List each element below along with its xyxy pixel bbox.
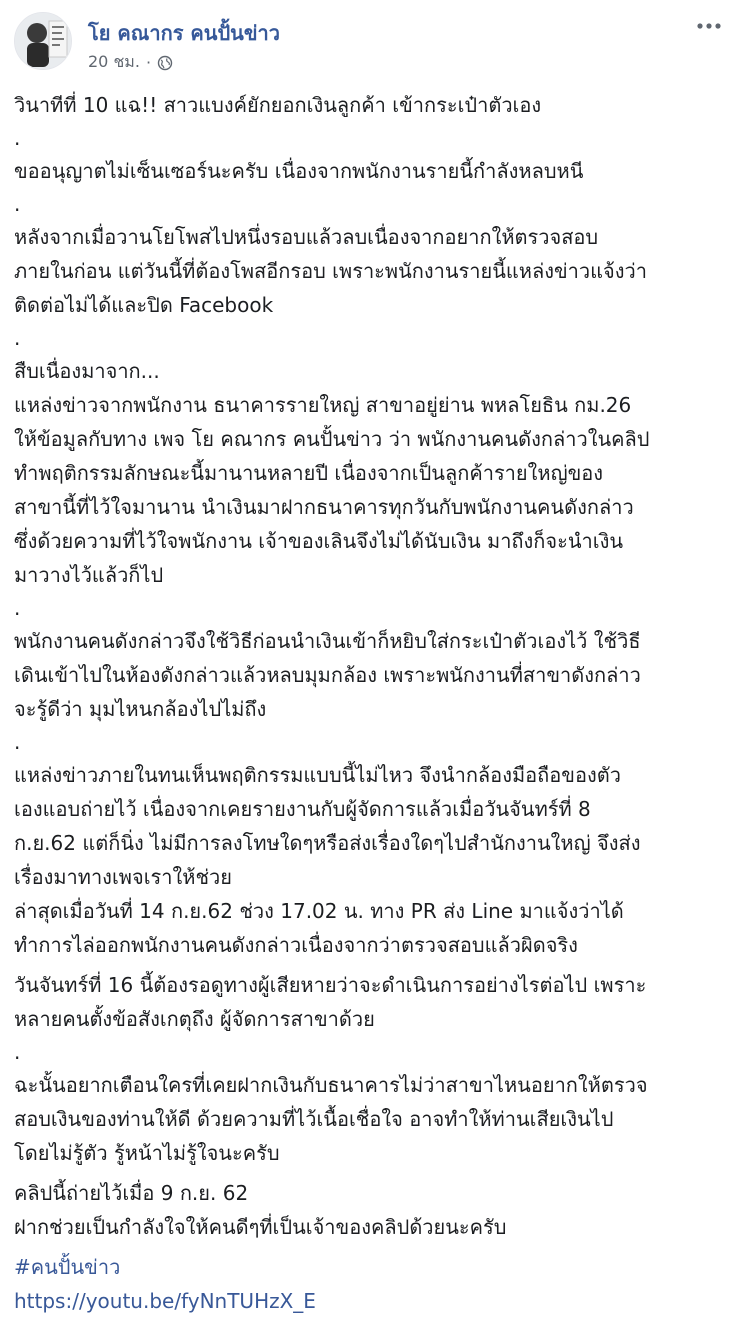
post-paragraph: แหล่งข่าวจากพนักงาน ธนาคารรายใหญ่ สาขาอยู่ย่าน พหลโยธิน กม.26 ให้ข้อมูลกับทาง เพจ โย คณากร คนปั้นข่าว ว่า พนักงานคนดังกล่าวในคลิป ทำพฤติกรรมลักษณะนี้มานานหลายปี เนื่องจากเป็นลูกค้ารายใหญ่ของ สาขานี้ที่ไว้ใจมานาน นำเงินมาฝากธนาคารทุกวันกับพนักงานคนดังกล่าว ซึ่งด้วยความที่ไว้ใจพนักงาน เจ้าของเลินจึงไม่ได้นับเงิน มาถึงก็จะนำเงิน มาวางไว้แล้วก็ไป xyxy=(14,393,650,587)
post-separator: . xyxy=(14,596,21,620)
post-paragraph: ฉะนั้นอยากเตือนใครที่เคยฝากเงินกับธนาคารไม่ว่าสาขาไหนอยากให้ตรวจ สอบเงินของท่านให้ดี ด้วยความที่ไว้เนื้อเชื่อใจ อาจทำให้ท่านเสียเงินไป โดยไม่รู้ตัว รู้หน้าไม่รู้ใจนะครับ xyxy=(14,1073,648,1165)
more-options-icon[interactable] xyxy=(694,14,724,38)
post-paragraph: สืบเนื่องมาจาก... xyxy=(14,359,160,383)
post-paragraph: วันจันทร์ที่ 16 นี้ต้องรอดูทางผู้เสียหายว่าจะดำเนินการอย่างไรต่อไป เพราะ หลายคนตั้งข้อสังเกตุถึง ผู้จัดการสาขาด้วย xyxy=(14,973,647,1031)
post-paragraph: พนักงานคนดังกล่าวจึงใช้วิธีก่อนนำเงินเข้าก็หยิบใส่กระเป๋าตัวเองไว้ ใช้วิธี เดินเข้าไปในห้องดังกล่าวแล้วหลบมุมกล้อง เพราะพนักงานที่สาขาดังกล่าว จะรู้ดีว่า มุมไหนกล้องไปไม่ถึง xyxy=(14,629,641,721)
post-separator: . xyxy=(14,730,21,754)
post-paragraph: วินาทีที่ 10 แฉ!! สาวแบงค์ยักยอกเงินลูกค้า เข้ากระเป๋าตัวเอง xyxy=(14,93,542,117)
post-meta xyxy=(88,50,173,75)
post-paragraph: ล่าสุดเมื่อวันที่ 14 ก.ย.62 ช่วง 17.02 น. ทาง PR ส่ง Line มาแจ้งว่าได้ ทำการไล่ออกพนักงานคนดังกล่าวเนื่องจากว่าตรวจสอบแล้วผิดจริง xyxy=(14,899,624,957)
post-paragraph: หลังจากเมื่อวานโยโพสไปหนึ่งรอบแล้วลบเนื่องจากอยากให้ตรวจสอบ ภายในก่อน แต่วันนี้ที่ต้องโพสอีกรอบ เพราะพนักงานรายนี้แหล่งข่าวแจ้งว่า ติดต่อไม่ได้และปิด Facebook xyxy=(14,225,647,317)
globe-icon[interactable] xyxy=(157,55,173,71)
timestamp[interactable]: 20 ชม. xyxy=(88,52,140,71)
avatar-image xyxy=(15,13,72,70)
post-paragraph: ขออนุญาตไม่เซ็นเซอร์นะครับ เนื่องจากพนักงานรายนี้กำลังหลบหนี xyxy=(14,159,584,183)
post-paragraph: คลิปนี้ถ่ายไว้เมื่อ 9 ก.ย. 62 ฝากช่วยเป็นกำลังใจให้คนดีๆที่เป็นเจ้าของคลิปด้วยนะครับ xyxy=(14,1181,507,1239)
meta-separator: · xyxy=(145,53,152,72)
post-content xyxy=(14,88,728,1318)
post-separator: . xyxy=(14,1040,21,1064)
youtube-link[interactable]: https://youtu.be/fyNnTUHzX_E xyxy=(14,1289,316,1313)
post-separator: . xyxy=(14,326,21,350)
post-header xyxy=(14,12,724,78)
post-separator: . xyxy=(14,126,21,150)
hashtag-link[interactable]: #คนปั้นข่าว xyxy=(14,1255,121,1279)
post-separator: . xyxy=(14,192,21,216)
author-name[interactable]: โย คณากร คนปั้นข่าว xyxy=(88,21,280,45)
avatar[interactable] xyxy=(14,12,72,70)
post-paragraph: แหล่งข่าวภายในทนเห็นพฤติกรรมแบบนี้ไม่ไหว จึงนำกล้องมือถือของตัว เองแอบถ่ายไว้ เนื่องจากเคยรายงานกับผู้จัดการแล้วเมื่อวันจันทร์ที่ 8 ก.ย.62 แต่ก็นิ่ง ไม่มีการลงโทษใดๆหรือส่งเรื่องใดๆไปสำนักงานใหญ่ จึงส่ง เรื่องมาทางเพจเราให้ช่วย xyxy=(14,763,641,889)
